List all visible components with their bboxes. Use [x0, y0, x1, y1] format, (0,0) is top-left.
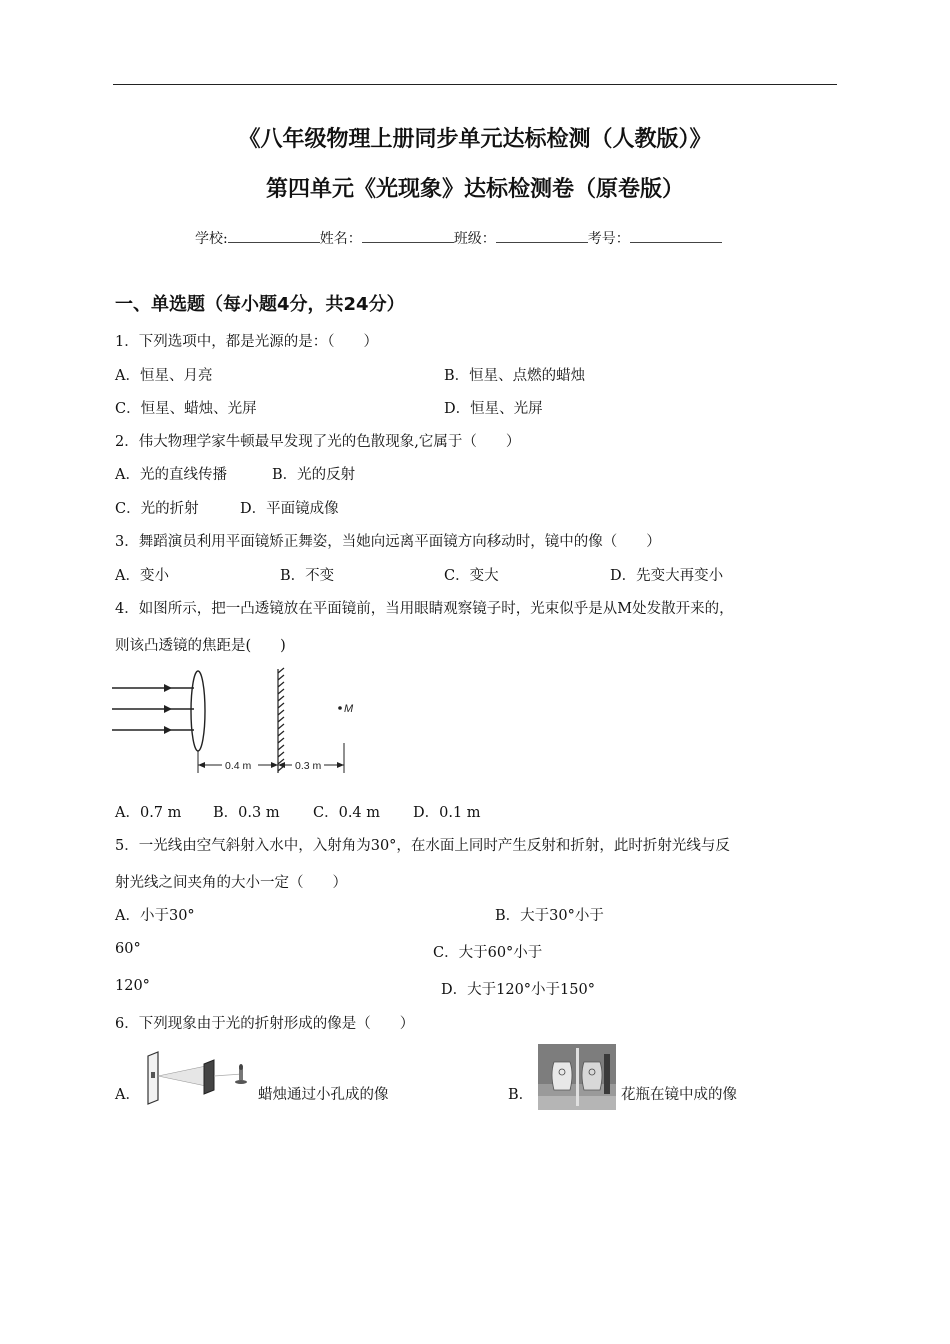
q2-stem: 2．伟大物理学家牛顿最早发现了光的色散现象,它属于（ ） — [115, 434, 521, 450]
school-label: 学校: — [195, 231, 228, 247]
q6-option-b-letter: B． — [508, 1087, 534, 1103]
q6-option-a-letter: A． — [115, 1087, 140, 1103]
name-label: 姓名： — [319, 231, 362, 247]
q5-stem-line2: 射光线之间夹角的大小一定（ ） — [115, 875, 347, 891]
q4-lens-mirror-diagram — [112, 667, 362, 782]
q5-option-b: B．大于30°小于 — [495, 908, 604, 924]
q2-option-d: D．平面镜成像 — [240, 501, 339, 517]
point-m-label: M — [344, 703, 354, 715]
exam-number-blank[interactable] — [630, 228, 722, 243]
q6-option-b-caption: 花瓶在镜中成的像 — [621, 1087, 737, 1103]
q6-stem: 6．下列现象由于光的折射形成的像是（ ） — [115, 1016, 415, 1032]
q5-option-d: D．大于120°小于150° — [441, 982, 595, 998]
ray-arrow-2 — [164, 705, 172, 713]
convex-lens — [191, 671, 205, 751]
q4-stem-line1: 4．如图所示，把一凸透镜放在平面镜前，当用眼睛观察镜子时，光束似乎是从M处发散开来的， — [115, 601, 734, 617]
q6-option-a-caption: 蜡烛通过小孔成的像 — [258, 1087, 389, 1103]
q1-option-d: D．恒星、光屏 — [444, 401, 543, 417]
q4-option-b: B．0.3 m — [213, 805, 280, 821]
student-info-line — [195, 228, 722, 248]
q1-option-b: B．恒星、点燃的蜡烛 — [444, 368, 586, 384]
q3-option-c: C．变大 — [444, 568, 499, 584]
q3-option-d: D．先变大再变小 — [610, 568, 724, 584]
school-blank[interactable] — [228, 228, 320, 243]
q1-option-a: A．恒星、月亮 — [115, 368, 213, 384]
class-label: 班级： — [453, 231, 496, 247]
q5-option-c-continued: 120° — [115, 978, 150, 994]
q5-option-c: C．大于60°小于 — [433, 945, 543, 961]
dimension-right-label: 0.3 m — [295, 760, 322, 772]
vase-mirror-image — [538, 1044, 616, 1110]
q4-option-d: D．0.1 m — [413, 805, 481, 821]
q2-option-a: A．光的直线传播 — [115, 467, 227, 483]
q2-option-b: B．光的反射 — [272, 467, 356, 483]
paper-series-title: 《八年级物理上册同步单元达标检测（人教版）》 — [238, 127, 712, 152]
q1-option-c: C．恒星、蜡烛、光屏 — [115, 401, 257, 417]
q4-option-c: C．0.4 m — [313, 805, 381, 821]
class-blank[interactable] — [496, 228, 588, 243]
q4-option-a: A．0.7 m — [115, 805, 182, 821]
q3-stem: 3．舞蹈演员利用平面镜矫正舞姿，当她向远离平面镜方向移动时，镜中的像（ ） — [115, 534, 661, 550]
plane-mirror — [278, 668, 284, 773]
pinhole-camera-image — [142, 1048, 254, 1108]
q2-option-c: C．光的折射 — [115, 501, 199, 517]
ray-arrow-3 — [164, 726, 172, 734]
name-blank[interactable] — [362, 228, 454, 243]
q1-stem: 1．下列选项中，都是光源的是：（ ） — [115, 334, 378, 350]
dimension-lines — [198, 743, 344, 773]
ray-arrow-1 — [164, 684, 172, 692]
q5-option-b-continued: 60° — [115, 941, 141, 957]
q5-option-a: A．小于30° — [115, 908, 195, 924]
paper-unit-title: 第四单元《光现象》达标检测卷（原卷版） — [265, 177, 684, 202]
dimension-left-label: 0.4 m — [225, 760, 252, 772]
q3-option-a: A．变小 — [115, 568, 169, 584]
section-heading: 一、单选题（每小题4分，共24分） — [115, 294, 405, 315]
q4-stem-line2: 则该凸透镜的焦距是( ) — [115, 638, 286, 654]
q5-stem-line1: 5．一光线由空气斜射入水中，入射角为30°，在水面上同时产生反射和折射，此时折射光线与反 — [115, 838, 730, 854]
header-rule — [113, 84, 837, 85]
point-m-dot — [338, 706, 342, 710]
exam-number-label: 考号： — [587, 231, 630, 247]
q3-option-b: B．不变 — [280, 568, 335, 584]
